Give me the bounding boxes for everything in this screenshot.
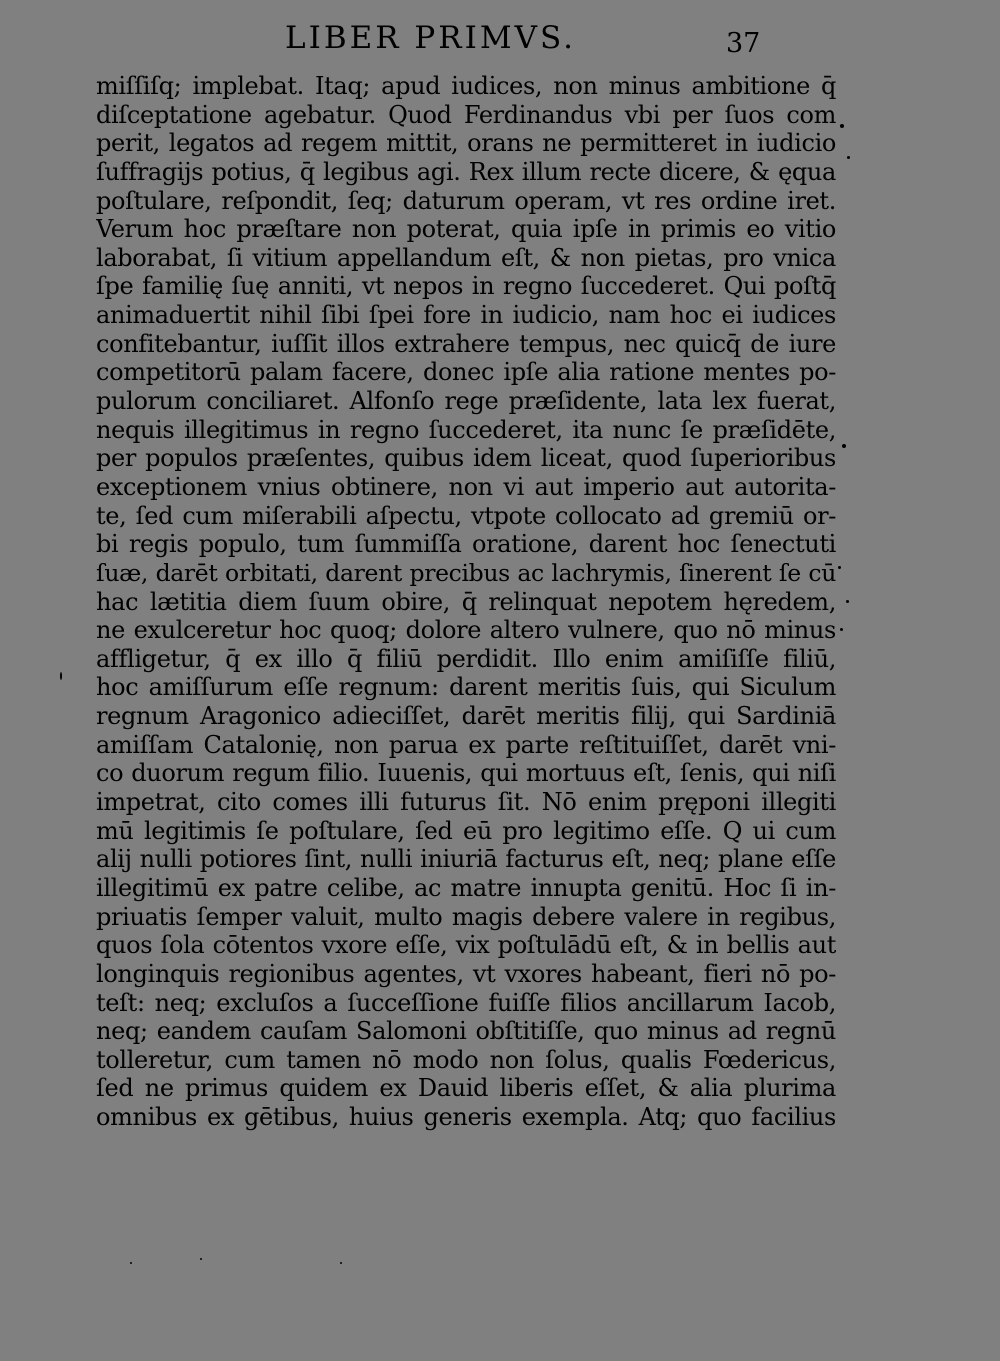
text-line: competitorū palam facere, donec ipſe alia ratione mentes po- [96, 358, 836, 387]
text-line: ne exulceretur hoc quoq; dolore altero vulnere, quo nō minus [96, 616, 836, 645]
text-line: animaduertit nihil ſibi ſpei fore in iudicio, nam hoc ei iudices [96, 301, 836, 330]
text-line: hoc amiſſurum eſſe regnum: darent meritis ſuis, qui Siculum [96, 673, 836, 702]
scan-speck [200, 1258, 202, 1260]
text-line: quos ſola cōtentos vxore eſſe, vix poſtulādū eſt, & in bellis aut [96, 931, 836, 960]
text-line: per populos præſentes, quibus idem liceat, quod ſuperioribus [96, 444, 836, 473]
text-line: hac lætitia diem ſuum obire, q̄ relinquat nepotem hęredem, [96, 587, 836, 616]
text-line: poſtulare, reſpondit, ſeq; daturum operam, vt res ordine iret. [96, 186, 836, 215]
text-line: confitebantur, iuſſit illos extrahere tempus, nec quicq̄ de iure [96, 329, 836, 358]
text-line: tolleretur, cum tamen nō modo non ſolus, qualis Fœdericus, [96, 1045, 836, 1074]
text-line: longinquis regionibus agentes, vt vxores habeant, fieri nō po- [96, 959, 836, 988]
scan-speck [847, 156, 850, 159]
scan-speck [840, 628, 843, 631]
text-line: Verum hoc præſtare non poterat, quia ipſe in primis eo vitio [96, 215, 836, 244]
text-line: ſpe familię ſuę anniti, vt nepos in regno ſuccederet. Qui poſtq̄ [96, 272, 836, 301]
text-line: exceptionem vnius obtinere, non vi aut imperio aut autorita- [96, 472, 836, 501]
text-line: affligetur, q̄ ex illo q̄ filiū perdidit. Illo enim amiſiſſe filiū, [96, 644, 836, 673]
text-line: teſt: neq; excluſos a ſucceſſione fuiſſe filios ancillarum Iacob, [96, 988, 836, 1017]
scan-speck [340, 1262, 342, 1264]
text-line: bi regis populo, tum ſummiſſa oratione, darent hoc ſenectuti [96, 530, 836, 559]
page-number: 37 [726, 28, 761, 59]
text-line: omnibus ex gētibus, huius generis exempla. Atq; quo facilius [96, 1103, 836, 1132]
text-line: nequis illegitimus in regno ſuccederet, ita nunc ſe præſidēte, [96, 415, 836, 444]
text-line: regnum Aragonico adieciſſet, darēt meritis filij, qui Sardiniā [96, 702, 836, 731]
scan-speck [130, 1262, 132, 1264]
running-head: LIBER PRIMVS. [285, 20, 576, 56]
text-line: neq; eandem cauſam Salomoni obſtitiſſe, quo minus ad regnū [96, 1017, 836, 1046]
text-line: perit, legatos ad regem mittit, orans ne permitteret in iudicio [96, 129, 836, 158]
text-line: laborabat, ſi vitium appellandum eſt, & non pietas, pro vnica [96, 243, 836, 272]
text-line: amiſſam Catalonię, non parua ex parte reſtituiſſet, darēt vni- [96, 730, 836, 759]
text-line: illegitimū ex patre celibe, ac matre innupta genitū. Hoc ſi in- [96, 873, 836, 902]
scan-speck [840, 124, 844, 128]
scan-speck [838, 566, 841, 569]
scan-speck [60, 672, 62, 680]
text-line: pulorum conciliaret. Alfonſo rege præſidente, lata lex fuerat, [96, 387, 836, 416]
scan-speck [846, 600, 849, 603]
text-block [96, 72, 836, 1132]
text-line: miſſiſq; implebat. Itaq; apud iudices, non minus ambitione q̄ [96, 72, 836, 100]
text-line: mū legitimis ſe poſtulare, ſed eū pro legitimo eſſe. Q ui cum [96, 816, 836, 845]
text-line: alij nulli potiores ſint, nulli iniuriā facturus eſt, neq; plane eſſe [96, 845, 836, 874]
text-line: te, ſed cum miſerabili aſpectu, vtpote collocato ad gremiū or- [96, 501, 836, 530]
text-line: diſceptatione agebatur. Quod Ferdinandus vbi per ſuos com [96, 100, 836, 129]
text-line: co duorum regum filio. Iuuenis, qui mortuus eſt, ſenis, qui niſi [96, 759, 836, 788]
scan-speck [842, 444, 846, 448]
text-line: priuatis ſemper valuit, multo magis debere valere in regibus, [96, 902, 836, 931]
text-line: ſed ne primus quidem ex Dauid liberis eſſet, & alia plurima [96, 1074, 836, 1103]
text-line: ſuffragijs potius, q̄ legibus agi. Rex illum recte dicere, & ęqua [96, 157, 836, 186]
text-line: impetrat, cito comes illi futurus ſit. Nō enim pręponi illegiti [96, 788, 836, 817]
text-line: ſuæ, darēt orbitati, darent precibus ac lachrymis, ſinerent ſe cū [96, 558, 836, 587]
